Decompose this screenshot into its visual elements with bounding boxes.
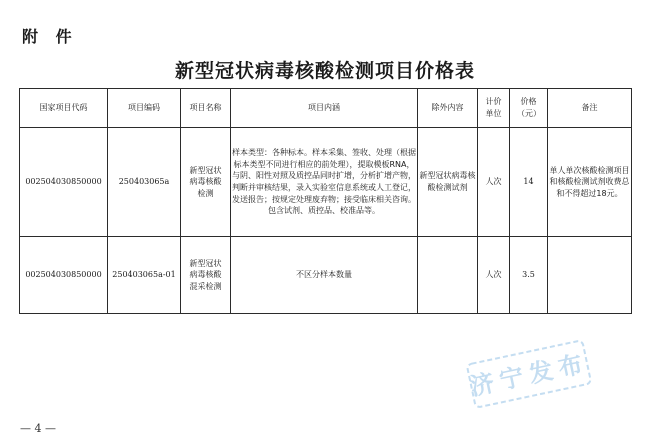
note-cell <box>548 237 632 314</box>
header-item-content: 项目内涵 <box>231 89 418 128</box>
page-title: 新型冠状病毒核酸检测项目价格表 <box>174 60 475 82</box>
watermark-text: 济宁发布 <box>467 347 591 402</box>
table-row <box>20 128 632 237</box>
header-unit: 计价单位 <box>478 89 510 128</box>
item-code-cell: 250403065a-01 <box>108 237 181 314</box>
header-note: 备注 <box>548 89 632 128</box>
national-code-cell: 002504030850000 <box>20 128 108 237</box>
watermark-stamp <box>462 334 597 415</box>
header-national-code: 国家项目代码 <box>20 89 108 128</box>
item-content-cell: 不区分样本数量 <box>231 237 418 314</box>
price-cell: 3.5 <box>510 237 548 314</box>
table-row <box>20 237 632 314</box>
header-item-code: 项目编码 <box>108 89 181 128</box>
header-item-name: 项目名称 <box>181 89 231 128</box>
note-cell: 单人单次核酸检测项目和核酸检测试剂收费总和不得超过18元。 <box>548 128 632 237</box>
national-code-cell: 002504030850000 <box>20 237 108 314</box>
item-content-cell: 样本类型：各种标本。样本采集、签收、处理（根据标本类型不同进行相应的前处理），提取模板RNA，与阴、阳性对照及质控品同时扩增，分析扩增产物，判断并审核结果，录入实验室信息系统或人工登记，发送报告；按规定处理废弃物；接受临床相关咨询。包含试剂、质控品、校准品等。 <box>231 128 418 237</box>
attachment-label: 附 件 <box>22 27 78 46</box>
price-table <box>19 88 632 314</box>
item-code-cell: 250403065a <box>108 128 181 237</box>
table-header-row <box>20 89 632 128</box>
header-exclusion: 除外内容 <box>418 89 478 128</box>
page-number: — 4 — <box>20 422 56 435</box>
exclusion-cell: 新型冠状病毒核酸检测试剂 <box>418 128 478 237</box>
exclusion-cell <box>418 237 478 314</box>
price-cell: 14 <box>510 128 548 237</box>
item-name-cell: 新型冠状病毒核酸混采检测 <box>181 237 231 314</box>
unit-cell: 人次 <box>478 128 510 237</box>
unit-cell: 人次 <box>478 237 510 314</box>
header-price: 价格（元） <box>510 89 548 128</box>
item-name-cell: 新型冠状病毒核酸检测 <box>181 128 231 237</box>
